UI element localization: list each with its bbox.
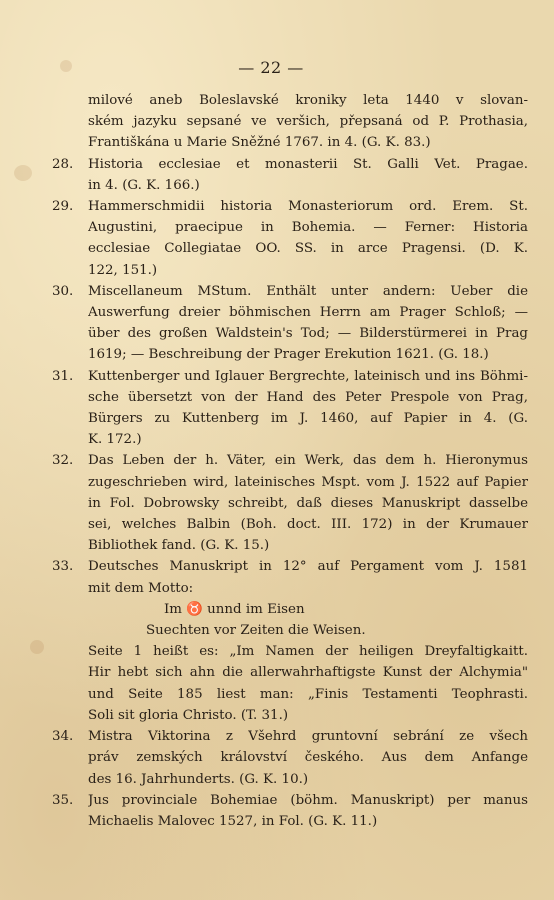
entry-text-line: 1619; — Beschreibung der Prager Erekution 1621. (G. 18.) (88, 347, 489, 363)
entry-text-line: Seite 1 heißt es: „Im Namen der heiligen Dreyfaltigkaitt. (88, 644, 528, 660)
motto-block (0, 599, 528, 641)
entry-number: 35. (52, 792, 74, 808)
entry-text-line: Bürgers zu Kuttenberg im J. 1460, auf Papier in 4. (G. (88, 411, 528, 427)
catalog-entries-continued (0, 641, 528, 832)
entry-text-line: Františkána u Marie Sněžné 1767. in 4. (G. K. 83.) (88, 135, 431, 151)
entry-text-line: Miscellaneum MStum. Enthält unter andern: Ueber die (88, 283, 528, 299)
entry-number: 32. (52, 453, 74, 469)
catalog-entries (0, 90, 528, 599)
entry-number: 34. (52, 729, 74, 745)
catalog-entry (0, 366, 528, 451)
entry-number: 33. (52, 559, 74, 575)
entry-text-line: in Fol. Dobrowsky schreibt, daß dieses Manuskript dasselbe (88, 495, 528, 511)
paper-stain (60, 60, 72, 72)
entry-text-line: K. 172.) (88, 432, 142, 448)
catalog-entry (0, 641, 528, 726)
catalog-entry (0, 790, 528, 832)
page-number-header: — 22 — (238, 58, 304, 77)
entry-text-line: milové aneb Boleslavské kroniky leta 1440 v slovan- (88, 93, 528, 108)
catalog-entry (0, 450, 528, 556)
entry-text-line: Deutsches Manuskript in 12° auf Pergament vom J. 1581 (88, 559, 528, 575)
entry-text-line: Das Leben der h. Väter, ein Werk, das dem h. Hieronymus (88, 453, 528, 469)
entry-text-line: sei, welches Balbin (Boh. doct. III. 172) in der Krumauer (88, 517, 528, 533)
entry-text-line: Hir hebt sich ahn die allerwahrhaftigste Kunst der Alchymia" (88, 665, 528, 681)
entry-text-line: ecclesiae Collegiatae OO. SS. in arce Pragensi. (D. K. (88, 241, 528, 257)
motto-line-1: Im ♉ unnd im Eisen (164, 601, 305, 617)
entry-text-line: Auswerfung dreier böhmischen Herrn am Prager Schloß; — (88, 305, 528, 321)
entry-number: 31. (52, 368, 74, 384)
catalog-entry (0, 154, 528, 196)
entry-text-line: Bibliothek fand. (G. K. 15.) (88, 538, 270, 554)
entry-text-line: Historia ecclesiae et monasterii St. Galli Vet. Pragae. (88, 156, 528, 172)
entry-text-line: in 4. (G. K. 166.) (88, 177, 200, 193)
entry-text-line: práv zemských království českého. Aus dem Anfange (88, 750, 528, 766)
entry-text-line: und Seite 185 liest man: „Finis Testamenti Teophrasti. (88, 686, 528, 702)
entry-text-line: ském jazyku sepsané ve veršich, přepsaná od P. Prothasia, (88, 114, 528, 130)
entry-text-line: mit dem Motto: (88, 580, 194, 596)
catalog-entry (0, 196, 528, 281)
entry-text-line: zugeschrieben wird, lateinisches Mspt. vom J. 1522 auf Papier (88, 474, 528, 490)
catalog-entry (0, 556, 528, 598)
entry-number: 30. (52, 283, 74, 299)
entry-text-line: Mistra Viktorina z Všehrd gruntovní sebrání ze všech (88, 729, 528, 745)
entry-text-line: 122, 151.) (88, 262, 158, 278)
entry-text-line: Michaelis Malovec 1527, in Fol. (G. K. 11.) (88, 813, 378, 829)
entry-text-line: Jus provinciale Bohemiae (böhm. Manuskript) per manus (88, 792, 528, 808)
entry-text-line: über des großen Waldstein's Tod; — Bilderstürmerei in Prag (88, 326, 528, 342)
entry-text-line: des 16. Jahrhunderts. (G. K. 10.) (88, 771, 309, 787)
catalog-entry (0, 90, 528, 154)
entry-text-line: Kuttenberger und Iglauer Bergrechte, lateinisch und ins Böhmi- (88, 368, 528, 384)
catalog-entry (0, 726, 528, 790)
catalog-entry (0, 281, 528, 366)
entry-text-line: Soli sit gloria Christo. (T. 31.) (88, 707, 289, 723)
motto-line-2: Suechten vor Zeiten die Weisen. (146, 623, 366, 639)
entry-number: 28. (52, 156, 74, 172)
entry-number: 29. (52, 199, 74, 215)
entry-text-line: sche übersetzt von der Hand des Peter Prespole von Prag, (88, 389, 528, 405)
entry-text-line: Hammerschmidii historia Monasteriorum ord. Erem. St. (88, 199, 528, 215)
entry-text-line: Augustini, praecipue in Bohemia. — Ferner: Historia (88, 220, 528, 236)
